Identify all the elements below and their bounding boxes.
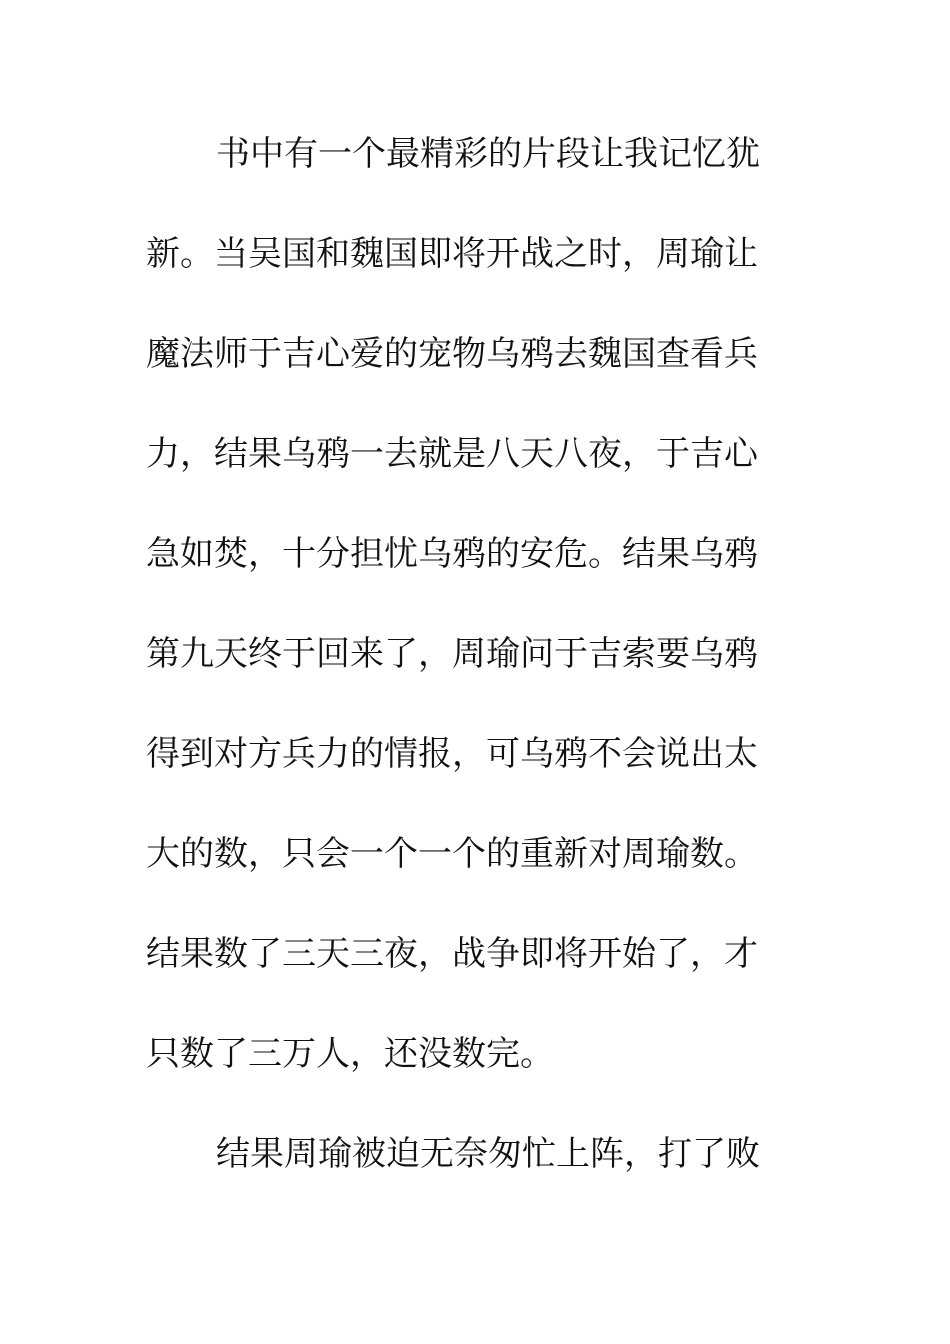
paragraph-1-line-7: 得到对方兵力的情报，可乌鸦不会说出太 (146, 734, 758, 774)
paragraph-1-line-10: 只数了三万人，还没数完。 (146, 1034, 554, 1074)
paragraph-2-line-1: 结果周瑜被迫无奈匆忙上阵，打了败 (216, 1134, 760, 1174)
paragraph-1-line-4: 力，结果乌鸦一去就是八天八夜，于吉心 (146, 434, 758, 474)
paragraph-1-line-1: 书中有一个最精彩的片段让我记忆犹 (216, 134, 760, 174)
paragraph-1-line-9: 结果数了三天三夜，战争即将开始了，才 (146, 934, 758, 974)
paragraph-1-line-6: 第九天终于回来了，周瑜问于吉索要乌鸦 (146, 634, 758, 674)
paragraph-1-line-8: 大的数，只会一个一个的重新对周瑜数。 (146, 834, 758, 874)
paragraph-1-line-3: 魔法师于吉心爱的宠物乌鸦去魏国查看兵 (146, 334, 758, 374)
paragraph-1-line-5: 急如焚，十分担忧乌鸦的安危。结果乌鸦 (146, 534, 758, 574)
paragraph-1-line-2: 新。当吴国和魏国即将开战之时，周瑜让 (146, 234, 758, 274)
